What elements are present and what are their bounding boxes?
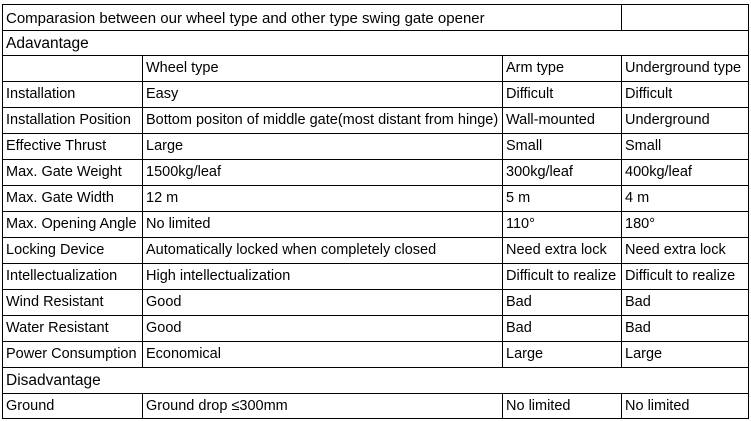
feature-cell[interactable] bbox=[2, 237, 143, 263]
title-trailing-cell[interactable] bbox=[621, 4, 749, 31]
feature-cell[interactable] bbox=[2, 341, 143, 367]
wheel-value: Ground drop ≤300mm bbox=[146, 397, 288, 414]
arm-cell[interactable] bbox=[502, 185, 622, 211]
feature-label: Power Consumption bbox=[6, 346, 137, 363]
underground-value: Bad bbox=[625, 320, 651, 337]
underground-value: No limited bbox=[625, 397, 690, 414]
arm-cell[interactable] bbox=[502, 393, 622, 419]
wheel-cell[interactable] bbox=[142, 159, 503, 185]
underground-cell[interactable] bbox=[621, 289, 749, 315]
feature-label: Max. Gate Width bbox=[6, 190, 114, 207]
underground-cell[interactable] bbox=[621, 211, 749, 237]
feature-cell[interactable] bbox=[2, 185, 143, 211]
arm-cell[interactable] bbox=[502, 341, 622, 367]
arm-value: Bad bbox=[506, 294, 532, 311]
arm-value: Large bbox=[506, 346, 544, 363]
table-row bbox=[0, 289, 751, 315]
underground-value: 400kg/leaf bbox=[625, 164, 692, 181]
wheel-value: No limited bbox=[146, 216, 211, 233]
header-feature-cell[interactable] bbox=[2, 55, 143, 81]
disadvantage-label: Disadvantage bbox=[6, 372, 101, 390]
arm-value: 300kg/leaf bbox=[506, 164, 573, 181]
table-row bbox=[0, 133, 751, 159]
feature-label: Effective Thrust bbox=[6, 138, 107, 155]
underground-cell[interactable] bbox=[621, 159, 749, 185]
feature-label: Locking Device bbox=[6, 242, 105, 259]
disadvantage-section-row bbox=[0, 367, 751, 394]
underground-value: Difficult to realize bbox=[625, 268, 736, 285]
title-cell[interactable] bbox=[2, 4, 622, 31]
underground-value: Large bbox=[625, 346, 663, 363]
table-row bbox=[0, 81, 751, 107]
table-row bbox=[0, 341, 751, 367]
arm-value: 110° bbox=[506, 216, 535, 233]
underground-cell[interactable] bbox=[621, 237, 749, 263]
feature-label: Installation Position bbox=[6, 112, 131, 129]
header-arm-type: Arm type bbox=[506, 60, 565, 77]
arm-cell[interactable] bbox=[502, 159, 622, 185]
feature-label: Max. Opening Angle bbox=[6, 216, 137, 233]
feature-label: Intellectualization bbox=[6, 268, 118, 285]
underground-cell[interactable] bbox=[621, 263, 749, 289]
wheel-value: Economical bbox=[146, 346, 221, 363]
wheel-cell[interactable] bbox=[142, 393, 503, 419]
table-row bbox=[0, 159, 751, 185]
wheel-value: 1500kg/leaf bbox=[146, 164, 221, 181]
wheel-value: High intellectualization bbox=[146, 268, 291, 285]
feature-label: Ground bbox=[6, 397, 55, 414]
arm-cell[interactable] bbox=[502, 315, 622, 341]
arm-cell[interactable] bbox=[502, 237, 622, 263]
underground-value: Underground bbox=[625, 112, 710, 129]
wheel-cell[interactable] bbox=[142, 133, 503, 159]
wheel-value: Good bbox=[146, 320, 182, 337]
feature-label: Max. Gate Weight bbox=[6, 164, 122, 181]
arm-cell[interactable] bbox=[502, 107, 622, 133]
table-row bbox=[0, 107, 751, 133]
header-wheel-cell[interactable] bbox=[142, 55, 503, 81]
header-arm-cell[interactable] bbox=[502, 55, 622, 81]
wheel-value: 12 m bbox=[146, 190, 179, 207]
header-underground-type: Underground type bbox=[625, 60, 742, 77]
feature-cell[interactable] bbox=[2, 81, 143, 107]
arm-value: Need extra lock bbox=[506, 242, 607, 259]
feature-cell[interactable] bbox=[2, 107, 143, 133]
underground-value: Need extra lock bbox=[625, 242, 726, 259]
feature-label: Water Resistant bbox=[6, 320, 109, 337]
arm-value: Wall-mounted bbox=[506, 112, 595, 129]
wheel-cell[interactable] bbox=[142, 211, 503, 237]
table-row bbox=[0, 237, 751, 263]
wheel-cell[interactable] bbox=[142, 289, 503, 315]
feature-label: Installation bbox=[6, 86, 76, 103]
wheel-value: Bottom positon of middle gate(most distant from hinge) bbox=[146, 112, 499, 129]
underground-cell[interactable] bbox=[621, 315, 749, 341]
arm-value: Difficult to realize bbox=[506, 268, 617, 285]
underground-cell[interactable] bbox=[621, 133, 749, 159]
wheel-value: Automatically locked when completely closed bbox=[146, 242, 437, 259]
arm-cell[interactable] bbox=[502, 81, 622, 107]
underground-value: Difficult bbox=[625, 86, 673, 103]
table-row bbox=[0, 393, 751, 419]
title-row bbox=[0, 4, 751, 31]
feature-cell[interactable] bbox=[2, 159, 143, 185]
feature-label: Wind Resistant bbox=[6, 294, 104, 311]
wheel-cell[interactable] bbox=[142, 81, 503, 107]
wheel-cell[interactable] bbox=[142, 237, 503, 263]
table-row bbox=[0, 185, 751, 211]
arm-value: Difficult bbox=[506, 86, 554, 103]
wheel-cell[interactable] bbox=[142, 315, 503, 341]
underground-cell[interactable] bbox=[621, 185, 749, 211]
wheel-value: Good bbox=[146, 294, 182, 311]
arm-value: No limited bbox=[506, 397, 571, 414]
feature-cell[interactable] bbox=[2, 315, 143, 341]
wheel-cell[interactable] bbox=[142, 263, 503, 289]
feature-cell[interactable] bbox=[2, 393, 143, 419]
disadvantage-label-cell[interactable] bbox=[2, 367, 749, 394]
arm-cell[interactable] bbox=[502, 263, 622, 289]
advantage-label-cell[interactable] bbox=[2, 30, 749, 56]
table-row bbox=[0, 263, 751, 289]
table-row bbox=[0, 315, 751, 341]
underground-cell[interactable] bbox=[621, 341, 749, 367]
header-row bbox=[0, 55, 751, 81]
arm-value: Bad bbox=[506, 320, 532, 337]
underground-cell[interactable] bbox=[621, 393, 749, 419]
arm-value: 5 m bbox=[506, 190, 531, 207]
feature-cell[interactable] bbox=[2, 133, 143, 159]
underground-value: 180° bbox=[625, 216, 655, 233]
wheel-value: Large bbox=[146, 138, 184, 155]
underground-value: Bad bbox=[625, 294, 651, 311]
feature-cell[interactable] bbox=[2, 211, 143, 237]
arm-cell[interactable] bbox=[502, 211, 622, 237]
wheel-cell[interactable] bbox=[142, 341, 503, 367]
advantage-section-row bbox=[0, 30, 751, 56]
wheel-value: Easy bbox=[146, 86, 179, 103]
underground-cell[interactable] bbox=[621, 81, 749, 107]
header-underground-cell[interactable] bbox=[621, 55, 749, 81]
wheel-cell[interactable] bbox=[142, 107, 503, 133]
advantage-label: Adavantage bbox=[6, 34, 89, 52]
arm-value: Small bbox=[506, 138, 543, 155]
underground-value: 4 m bbox=[625, 190, 650, 207]
header-wheel-type: Wheel type bbox=[146, 60, 219, 77]
table-row bbox=[0, 211, 751, 237]
underground-cell[interactable] bbox=[621, 107, 749, 133]
wheel-cell[interactable] bbox=[142, 185, 503, 211]
arm-cell[interactable] bbox=[502, 133, 622, 159]
arm-cell[interactable] bbox=[502, 289, 622, 315]
sheet-title: Comparasion between our wheel type and other type swing gate opener bbox=[6, 9, 485, 27]
feature-cell[interactable] bbox=[2, 263, 143, 289]
feature-cell[interactable] bbox=[2, 289, 143, 315]
underground-value: Small bbox=[625, 138, 662, 155]
